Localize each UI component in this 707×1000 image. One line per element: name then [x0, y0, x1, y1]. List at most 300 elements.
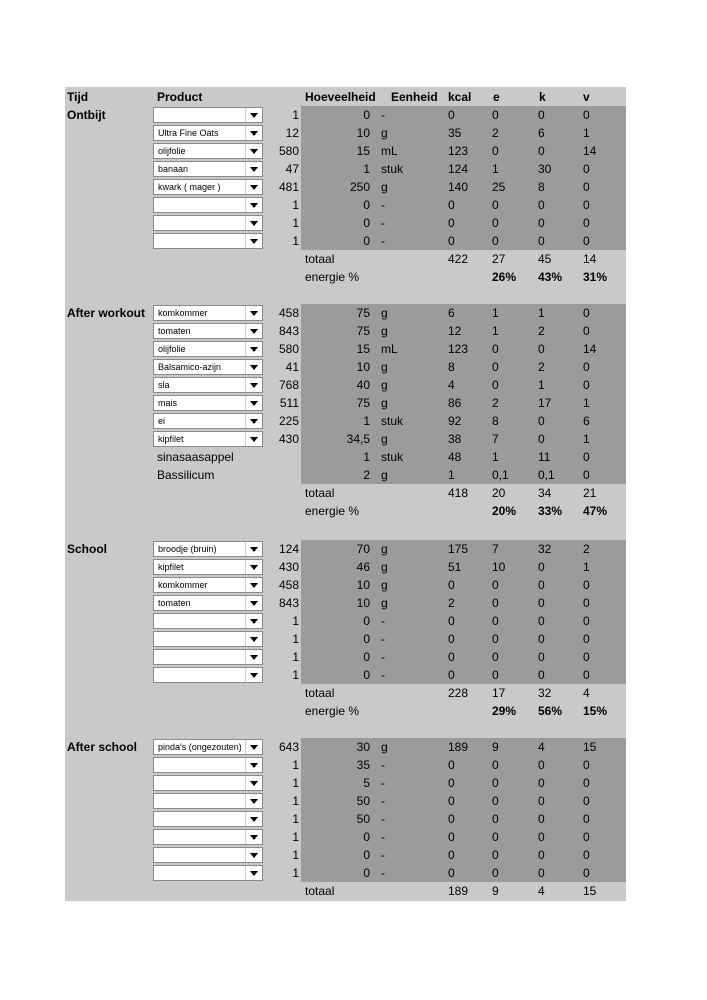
v-value: 0: [583, 306, 590, 320]
quantity-value: 1: [363, 450, 370, 464]
product-code: 1: [292, 668, 299, 682]
unit-value: -: [381, 794, 385, 808]
k-value: 0: [538, 578, 545, 592]
product-dropdown[interactable]: [153, 829, 263, 845]
header-eenheid: Eenheid: [391, 90, 438, 104]
e-value: 0: [492, 632, 499, 646]
e-value: 0: [492, 360, 499, 374]
quantity-value: 46: [356, 560, 370, 574]
e-value: 2: [492, 126, 499, 140]
unit-value: -: [381, 812, 385, 826]
total-v: 4: [583, 686, 590, 700]
product-code: 843: [278, 324, 299, 338]
unit-value: stuk: [381, 162, 404, 176]
e-value: 1: [492, 162, 499, 176]
e-value: 0: [492, 866, 499, 880]
v-value: 0: [583, 596, 590, 610]
k-value: 0: [538, 432, 545, 446]
quantity-value: 0: [363, 848, 370, 862]
kcal-value: 0: [448, 848, 455, 862]
section-title: After school: [67, 740, 138, 754]
total-e: 20: [492, 486, 506, 500]
product-code: 511: [279, 396, 299, 410]
product-code: 458: [278, 306, 299, 320]
kcal-value: 0: [448, 234, 455, 248]
unit-value: -: [381, 830, 385, 844]
v-value: 0: [583, 866, 590, 880]
energy-label: energie %: [305, 504, 360, 518]
unit-value: -: [381, 668, 385, 682]
k-value: 4: [538, 740, 545, 754]
kcal-value: 6: [448, 306, 455, 320]
product-code: 481: [278, 180, 299, 194]
k-value: 11: [538, 450, 551, 464]
product-code: 643: [278, 740, 299, 754]
product-code: 1: [292, 848, 299, 862]
k-value: 0: [538, 668, 545, 682]
e-value: 0: [492, 108, 499, 122]
product-code: 430: [278, 432, 299, 446]
product-code: 580: [278, 342, 299, 356]
total-k: 32: [538, 686, 552, 700]
unit-value: -: [381, 848, 385, 862]
product-dropdown[interactable]: [153, 215, 263, 231]
unit-value: -: [381, 866, 385, 880]
e-value: 25: [492, 180, 506, 194]
total-k: 4: [538, 884, 545, 898]
unit-value: g: [381, 180, 388, 194]
product-dropdown-value: komkommer: [158, 308, 208, 318]
v-value: 1: [583, 126, 590, 140]
product-dropdown[interactable]: [153, 413, 263, 429]
kcal-value: 4: [448, 378, 455, 392]
e-value: 0: [492, 198, 499, 212]
product-dropdown[interactable]: [153, 125, 263, 141]
k-value: 0: [538, 198, 545, 212]
product-code: 1: [292, 758, 299, 772]
kcal-value: 0: [448, 632, 455, 646]
kcal-value: 175: [448, 542, 469, 556]
quantity-value: 0: [363, 668, 370, 682]
product-code: 430: [278, 560, 299, 574]
e-value: 0: [492, 848, 499, 862]
e-value: 10: [492, 560, 506, 574]
unit-value: stuk: [381, 414, 404, 428]
kcal-value: 0: [448, 578, 455, 592]
product-dropdown[interactable]: [153, 305, 263, 321]
k-value: 0: [538, 614, 545, 628]
e-value: 0: [492, 830, 499, 844]
product-dropdown[interactable]: [153, 341, 263, 357]
unit-value: -: [381, 758, 385, 772]
header-hoeveelheid: Hoeveelheid: [305, 90, 376, 104]
unit-value: -: [381, 614, 385, 628]
kcal-value: 1: [448, 468, 455, 482]
v-value: 0: [583, 324, 590, 338]
e-value: 1: [492, 450, 499, 464]
k-value: 0: [538, 830, 545, 844]
product-dropdown-value: kwark ( mager ): [158, 182, 221, 192]
product-text: Bassilicum: [157, 468, 215, 482]
unit-value: -: [381, 108, 385, 122]
k-value: 0: [538, 794, 545, 808]
section-title: Ontbijt: [67, 108, 106, 122]
product-dropdown-value: Balsamico-azijn: [158, 362, 222, 372]
unit-value: -: [381, 650, 385, 664]
product-dropdown[interactable]: [153, 739, 263, 755]
product-dropdown[interactable]: [153, 541, 263, 557]
kcal-value: 0: [448, 830, 455, 844]
product-dropdown-value: kipfilet: [158, 562, 184, 572]
unit-value: mL: [381, 342, 398, 356]
v-value: 0: [583, 668, 590, 682]
unit-value: g: [381, 578, 388, 592]
kcal-value: 123: [448, 144, 469, 158]
kcal-value: 51: [448, 560, 462, 574]
kcal-value: 86: [448, 396, 462, 410]
quantity-value: 75: [356, 306, 370, 320]
total-label: totaal: [305, 686, 335, 700]
k-value: 8: [538, 180, 545, 194]
v-value: 0: [583, 812, 590, 826]
header-product: Product: [157, 90, 203, 104]
product-dropdown[interactable]: [153, 775, 263, 791]
quantity-value: 2: [363, 468, 370, 482]
product-code: 458: [278, 578, 299, 592]
v-value: 0: [583, 360, 590, 374]
product-code: 1: [292, 614, 299, 628]
total-e: 9: [492, 884, 499, 898]
k-value: 32: [538, 542, 552, 556]
e-value: 7: [492, 432, 499, 446]
energy-k-percent: 33%: [538, 504, 563, 518]
v-value: 0: [583, 108, 590, 122]
k-value: 2: [538, 324, 545, 338]
header-tijd: Tijd: [67, 90, 89, 104]
unit-value: -: [381, 198, 385, 212]
kcal-value: 8: [448, 360, 455, 374]
product-code: 1: [292, 650, 299, 664]
energy-v-percent: 47%: [583, 504, 608, 518]
v-value: 1: [583, 560, 590, 574]
kcal-value: 0: [448, 866, 455, 880]
unit-value: g: [381, 542, 388, 556]
e-value: 0: [492, 758, 499, 772]
kcal-value: 38: [448, 432, 462, 446]
product-dropdown-value: ei: [158, 416, 166, 426]
e-value: 0: [492, 234, 499, 248]
total-e: 27: [492, 252, 506, 266]
product-dropdown[interactable]: [153, 377, 263, 393]
quantity-value: 0: [363, 234, 370, 248]
unit-value: g: [381, 740, 388, 754]
k-value: 0: [538, 234, 545, 248]
total-kcal: 422: [448, 252, 469, 266]
kcal-value: 189: [448, 740, 469, 754]
v-value: 0: [583, 650, 590, 664]
e-value: 0: [492, 378, 499, 392]
total-kcal: 418: [448, 486, 469, 500]
unit-value: stuk: [381, 450, 404, 464]
v-value: 1: [583, 432, 590, 446]
kcal-value: 0: [448, 614, 455, 628]
v-value: 0: [583, 378, 590, 392]
product-dropdown[interactable]: [153, 143, 263, 159]
e-value: 8: [492, 414, 499, 428]
k-value: 30: [538, 162, 552, 176]
quantity-value: 10: [356, 578, 370, 592]
v-value: 0: [583, 776, 590, 790]
k-value: 17: [538, 396, 552, 410]
product-code: 1: [292, 866, 299, 880]
k-value: 2: [538, 360, 545, 374]
unit-value: g: [381, 126, 388, 140]
unit-value: g: [381, 396, 388, 410]
v-value: 1: [583, 396, 590, 410]
product-dropdown-value: broodje (bruin): [158, 544, 217, 554]
kcal-value: 0: [448, 812, 455, 826]
k-value: 0: [538, 758, 545, 772]
product-code: 47: [285, 162, 299, 176]
quantity-value: 50: [356, 812, 370, 826]
e-value: 0: [492, 144, 499, 158]
product-dropdown-value: Ultra Fine Oats: [158, 128, 219, 138]
quantity-value: 30: [356, 740, 370, 754]
product-code: 1: [292, 234, 299, 248]
kcal-value: 123: [448, 342, 469, 356]
product-dropdown[interactable]: [153, 359, 263, 375]
product-code: 1: [292, 830, 299, 844]
kcal-value: 12: [448, 324, 462, 338]
header-kcal: kcal: [448, 90, 472, 104]
product-dropdown-value: tomaten: [158, 598, 191, 608]
e-value: 0: [492, 650, 499, 664]
quantity-value: 5: [363, 776, 370, 790]
v-value: 0: [583, 180, 590, 194]
product-dropdown-value: olijfolie: [158, 146, 186, 156]
e-value: 0: [492, 216, 499, 230]
kcal-value: 0: [448, 776, 455, 790]
product-dropdown[interactable]: [153, 577, 263, 593]
k-value: 0: [538, 414, 545, 428]
product-dropdown[interactable]: [153, 233, 263, 249]
k-value: 0: [538, 632, 545, 646]
v-value: 0: [583, 234, 590, 248]
v-value: 0: [583, 578, 590, 592]
e-value: 1: [492, 306, 499, 320]
v-value: 0: [583, 848, 590, 862]
e-value: 0: [492, 578, 499, 592]
total-v: 14: [583, 252, 597, 266]
unit-value: g: [381, 468, 388, 482]
e-value: 0: [492, 812, 499, 826]
e-value: 0: [492, 776, 499, 790]
kcal-value: 0: [448, 668, 455, 682]
total-label: totaal: [305, 486, 335, 500]
k-value: 0: [538, 776, 545, 790]
quantity-value: 75: [356, 396, 370, 410]
product-dropdown[interactable]: [153, 649, 263, 665]
product-dropdown[interactable]: [153, 793, 263, 809]
product-dropdown[interactable]: [153, 613, 263, 629]
e-value: 7: [492, 542, 499, 556]
quantity-value: 0: [363, 650, 370, 664]
product-dropdown[interactable]: [153, 811, 263, 827]
e-value: 0: [492, 596, 499, 610]
product-dropdown-value: pinda's (ongezouten): [158, 742, 242, 752]
kcal-value: 92: [448, 414, 462, 428]
unit-value: g: [381, 360, 388, 374]
product-dropdown[interactable]: [153, 431, 263, 447]
product-dropdown[interactable]: [153, 323, 263, 339]
total-k: 45: [538, 252, 552, 266]
quantity-value: 75: [356, 324, 370, 338]
product-code: 843: [278, 596, 299, 610]
kcal-value: 0: [448, 794, 455, 808]
product-dropdown-value: mais: [158, 398, 178, 408]
product-dropdown[interactable]: [153, 161, 263, 177]
quantity-value: 250: [349, 180, 370, 194]
quantity-value: 0: [363, 632, 370, 646]
kcal-value: 35: [448, 126, 462, 140]
v-value: 0: [583, 450, 590, 464]
v-value: 0: [583, 758, 590, 772]
product-code: 1: [292, 216, 299, 230]
energy-e-percent: 29%: [492, 704, 517, 718]
product-dropdown[interactable]: [153, 865, 263, 881]
k-value: 0: [538, 812, 545, 826]
product-dropdown[interactable]: [153, 197, 263, 213]
product-code: 225: [278, 414, 299, 428]
product-dropdown[interactable]: [153, 595, 263, 611]
v-value: 14: [583, 342, 597, 356]
v-value: 15: [583, 740, 597, 754]
v-value: 0: [583, 632, 590, 646]
energy-k-percent: 56%: [538, 704, 563, 718]
kcal-value: 0: [448, 198, 455, 212]
quantity-value: 0: [363, 830, 370, 844]
quantity-value: 0: [363, 108, 370, 122]
quantity-value: 10: [356, 596, 370, 610]
product-code: 1: [292, 108, 299, 122]
v-value: 0: [583, 468, 590, 482]
total-label: totaal: [305, 884, 335, 898]
header-e: e: [493, 90, 500, 104]
quantity-value: 10: [356, 360, 370, 374]
product-dropdown[interactable]: [153, 631, 263, 647]
k-value: 0: [538, 848, 545, 862]
k-value: 0: [538, 216, 545, 230]
e-value: 0: [492, 794, 499, 808]
e-value: 9: [492, 740, 499, 754]
quantity-value: 34,5: [346, 432, 370, 446]
v-value: 0: [583, 614, 590, 628]
v-value: 0: [583, 830, 590, 844]
energy-e-percent: 20%: [492, 504, 517, 518]
e-value: 0: [492, 614, 499, 628]
section-title: School: [67, 542, 108, 556]
quantity-value: 15: [356, 342, 370, 356]
product-dropdown[interactable]: [153, 667, 263, 683]
product-dropdown-value: banaan: [158, 164, 189, 174]
quantity-value: 10: [356, 126, 370, 140]
unit-value: g: [381, 324, 388, 338]
quantity-value: 70: [356, 542, 370, 556]
energy-e-percent: 26%: [492, 270, 517, 284]
quantity-value: 0: [363, 866, 370, 880]
k-value: 1: [538, 378, 545, 392]
product-dropdown[interactable]: [153, 559, 263, 575]
product-code: 1: [292, 812, 299, 826]
k-value: 1: [538, 306, 545, 320]
quantity-value: 0: [363, 198, 370, 212]
quantity-value: 50: [356, 794, 370, 808]
unit-value: -: [381, 632, 385, 646]
product-dropdown-value: kipfilet: [158, 434, 184, 444]
v-value: 14: [583, 144, 597, 158]
product-code: 768: [278, 378, 299, 392]
product-code: 1: [292, 794, 299, 808]
quantity-value: 1: [363, 162, 370, 176]
kcal-value: 0: [448, 108, 455, 122]
total-k: 34: [538, 486, 552, 500]
product-text: sinasaasappel: [157, 450, 234, 464]
e-value: 0: [492, 342, 499, 356]
kcal-value: 2: [448, 596, 455, 610]
v-value: 6: [583, 414, 590, 428]
quantity-value: 0: [363, 614, 370, 628]
k-value: 0: [538, 144, 545, 158]
unit-value: g: [381, 432, 388, 446]
e-value: 1: [492, 324, 499, 338]
kcal-value: 140: [448, 180, 469, 194]
product-dropdown-value: komkommer: [158, 580, 208, 590]
energy-label: energie %: [305, 704, 360, 718]
energy-label: energie %: [305, 270, 360, 284]
product-dropdown-value: sla: [158, 380, 170, 390]
product-dropdown[interactable]: [153, 847, 263, 863]
unit-value: g: [381, 560, 388, 574]
v-value: 2: [583, 542, 590, 556]
product-dropdown[interactable]: [153, 395, 263, 411]
k-value: 0: [538, 866, 545, 880]
product-code: 12: [285, 126, 299, 140]
total-v: 15: [583, 884, 597, 898]
unit-value: -: [381, 234, 385, 248]
k-value: 6: [538, 126, 545, 140]
energy-v-percent: 15%: [583, 704, 608, 718]
product-dropdown[interactable]: [153, 757, 263, 773]
quantity-value: 40: [356, 378, 370, 392]
product-code: 1: [292, 632, 299, 646]
k-value: 0: [538, 560, 545, 574]
v-value: 0: [583, 162, 590, 176]
unit-value: g: [381, 306, 388, 320]
unit-value: mL: [381, 144, 398, 158]
k-value: 0,1: [538, 468, 555, 482]
quantity-value: 0: [363, 216, 370, 230]
product-dropdown[interactable]: [153, 107, 263, 123]
total-kcal: 189: [448, 884, 469, 898]
k-value: 0: [538, 650, 545, 664]
quantity-value: 15: [356, 144, 370, 158]
product-dropdown[interactable]: [153, 179, 263, 195]
product-code: 1: [292, 198, 299, 212]
kcal-value: 0: [448, 216, 455, 230]
total-e: 17: [492, 686, 506, 700]
v-value: 0: [583, 216, 590, 230]
total-label: totaal: [305, 252, 335, 266]
